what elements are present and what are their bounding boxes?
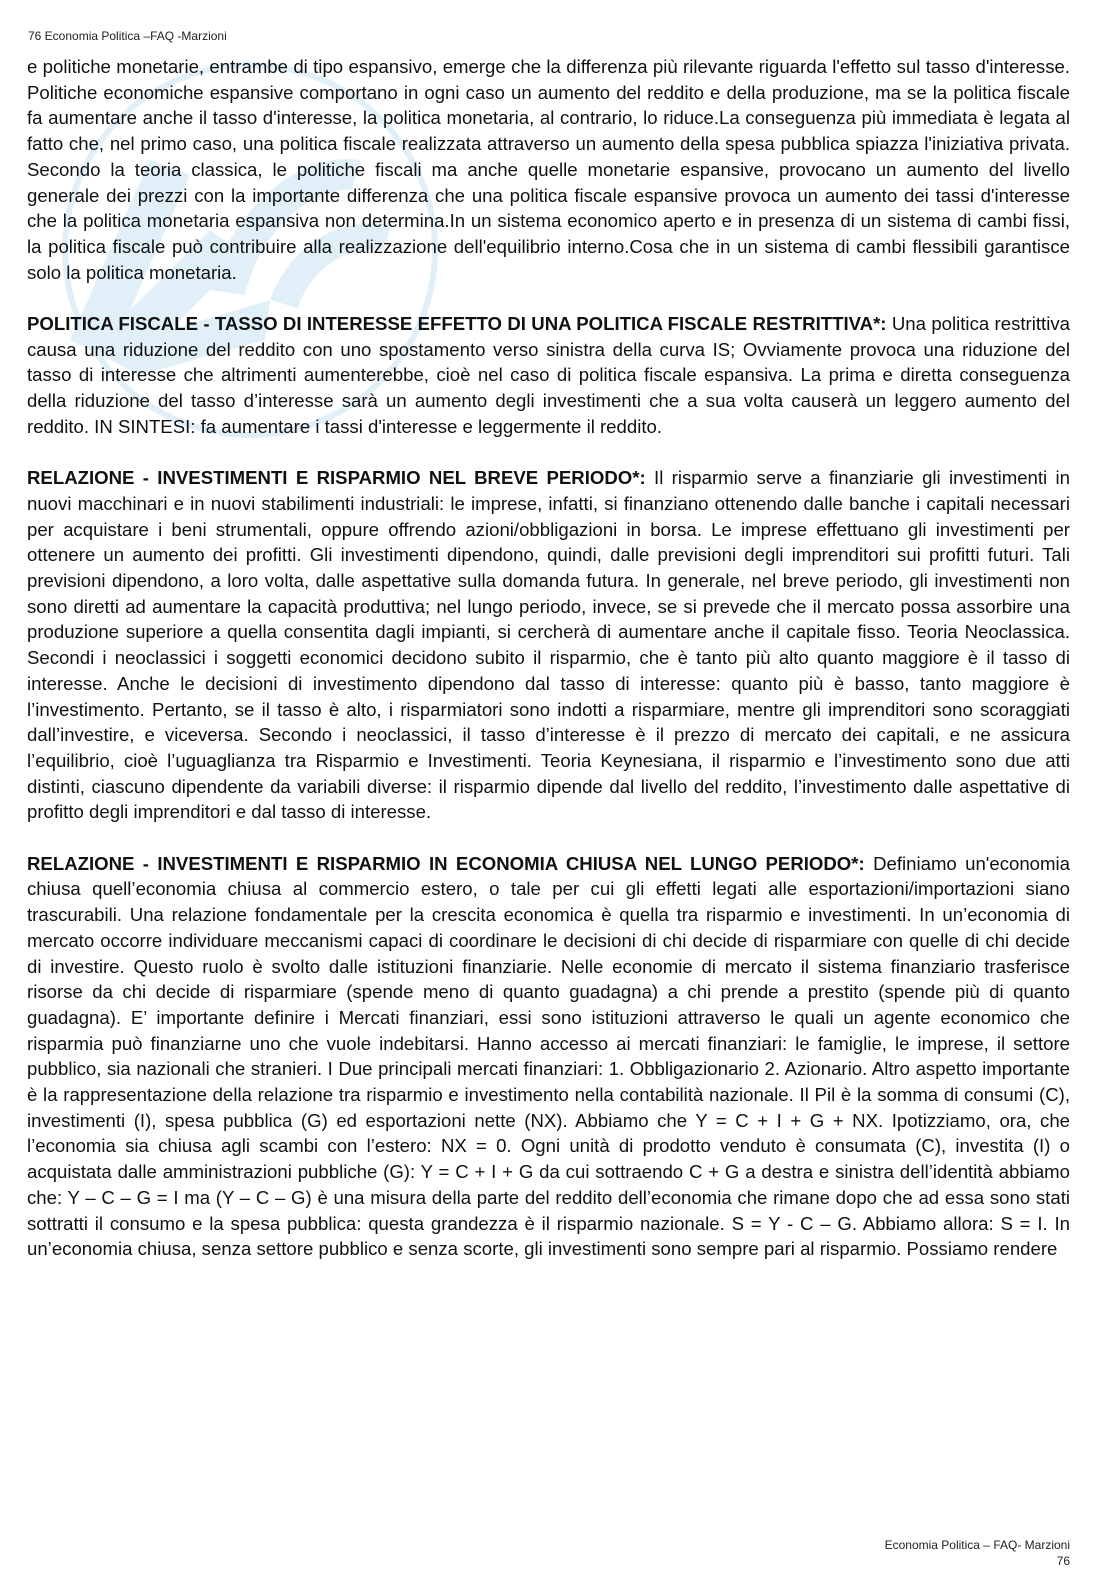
page-content bbox=[27, 54, 1070, 1262]
section-politica-fiscale bbox=[27, 311, 1070, 440]
section-body: Definiamo un'economia chiusa quell’economia chiusa al commercio estero, o tale per cui gli effetti legati alle esportazioni/importazioni siano trascurabili. Una relazione fondamentale per la crescita economica è quella tra risparmio e investimenti. In un’economia di mercato occorre individuare meccanismi capaci di coordinare le decisioni di chi decide di risparmiare con quelle di chi decide di investire. Questo ruolo è svolto dalle istituzioni finanziarie. Nelle economie di mercato il sistema finanziario trasferisce risorse da chi decide di risparmiare (spende meno di quanto guadagna) a chi prende a prestito (spende più di quanto guadagna). E’ importante definire i Mercati finanziari, essi sono istituzioni attraverso le quali un agente economico che risparmia può finanziarne uno che vuole indebitarsi. Hanno accesso ai mercati finanziari: le famiglie, le imprese, il settore pubblico, sia nazionali che stranieri. I Due principali mercati finanziari: 1. Obbligazionario 2. Azionario. Altro aspetto importante è la rappresentazione della relazione tra risparmio e investimento nella contabilità nazionale. Il Pil è la somma di consumi (C), investimenti (I), spesa pubblica (G) ed esportazioni nette (NX). Abbiamo che Y = C + I + G + NX. Ipotizziamo, ora, che l’economia sia chiusa agli scambi con l’estero: NX = 0. Ogni unità di prodotto venduto è consumata (C), investita (I) o acquistata dalle amministrazioni pubbliche (G): Y = C + I + G da cui sottraendo C + G a destra e sinistra dell’identità abbiamo che: Y – C – G = I ma (Y – C – G) è una misura della parte del reddito dell’economia che rimane dopo che ad essa sono stati sottratti il consumo e la spesa pubblica: questa grandezza è il risparmio nazionale. S = Y - C – G. Abbiamo allora: S = I. In un’economia chiusa, senza settore pubblico e senza scorte, gli investimenti sono sempre pari al risparmio. Possiamo rendere bbox=[27, 852, 1070, 1260]
section-body: Una politica restrittiva causa una riduzione del reddito con uno spostamento verso sinistra della curva IS; Ovviamente provoca una riduzione del tasso di interesse che altrimenti aumenterebbe, cioè nel caso di politica fiscale espansiva. La prima e diretta conseguenza della riduzione del tasso d’interesse sarà un aumento degli investimenti che a sua volta causerà un leggero aumento del reddito. IN SINTESI: fa aumentare i tassi d'interesse e leggermente il reddito. bbox=[27, 313, 1070, 437]
section-heading: RELAZIONE - INVESTIMENTI E RISPARMIO IN ECONOMIA CHIUSA NEL LUNGO PERIODO*: bbox=[27, 852, 865, 874]
footer-title: Economia Politica – FAQ- Marzioni bbox=[884, 1538, 1070, 1552]
section-body: Il risparmio serve a finanziarie gli investimenti in nuovi macchinari e in nuovi stabilimenti industriali: le imprese, infatti, si finanziano ottenendo dalle banche i capitali necessari per acquistare i beni strumentali, oppure offrendo azioni/obbligazioni in borsa. Le imprese effettuano gli investimenti per ottenere un aumento dei profitti. Gli investimenti dipendono, quindi, dalle previsioni degli imprenditori sui profitti futuri. Tali previsioni dipendono, a loro volta, dalle aspettative sulla domanda futura. In generale, nel breve periodo, gli investimenti non sono diretti ad aumentare la capacità produttiva; nel lungo periodo, invece, se si prevede che il mercato possa assorbire una produzione superiore a quella consentita dagli impianti, si cercherà di aumentare anche il capitale fisso. Teoria Neoclassica. Secondi i neoclassici i soggetti economici decidono subito il risparmio, che è tanto più alto quanto maggiore è il tasso di interesse. Anche le decisioni di investimento dipendono dal tasso di interesse: quanto più è basso, tanto maggiore è l’investimento. Pertanto, se il tasso è alto, i risparmiatori sono indotti a risparmiare, mentre gli imprenditori sono scoraggiati dall’investire, e viceversa. Secondo i neoclassici, il tasso d’interesse è il prezzo di mercato dei capitali, e ne assicura l’equilibrio, cioè l’uguaglianza tra Risparmio e Investimenti. Teoria Keynesiana, il risparmio e l’investimento sono due atti distinti, ciascuno dipendente da variabili diverse: il risparmio dipende dal livello del reddito, l’investimento dalle aspettative di profitto degli imprenditori e dal tasso di interesse. bbox=[27, 467, 1070, 823]
section-paragraph bbox=[27, 851, 1070, 1262]
section-heading: POLITICA FISCALE - TASSO DI INTERESSE EFFETTO DI UNA POLITICA FISCALE RESTRITTIVA*: bbox=[27, 313, 887, 335]
section-heading: RELAZIONE - INVESTIMENTI E RISPARMIO NEL BREVE PERIODO*: bbox=[27, 467, 646, 489]
section-paragraph bbox=[27, 311, 1070, 440]
running-header: 76 Economia Politica –FAQ -Marzioni bbox=[28, 29, 227, 43]
section-paragraph bbox=[27, 465, 1070, 825]
section-breve-periodo bbox=[27, 465, 1070, 825]
section-economia-chiusa bbox=[27, 851, 1070, 1262]
intro-paragraph: e politiche monetarie, entrambe di tipo espansivo, emerge che la differenza più rilevante riguarda l'effetto sul tasso d'interesse. Politiche economiche espansive comportano in ogni caso un aumento del reddito e della produzione, ma se la politica fiscale fa aumentare anche il tasso d'interesse, la politica monetaria, al contrario, lo riduce.La conseguenza più immediata è legata al fatto che, nel primo caso, una politica fiscale realizzata attraverso un aumento della spesa pubblica spiazza l'iniziativa privata. Secondo la teoria classica, le politiche fiscali ma anche quelle monetarie espansive, provocano un aumento del livello generale dei prezzi con la importante differenza che una politica fiscale espansive provoca un aumento dei tassi d'interesse che la politica monetaria espansiva non determina.In un sistema economico aperto e in presenza di un sistema di cambi fissi, la politica fiscale può contribuire alla realizzazione dell'equilibrio interno.Cosa che in un sistema di cambi flessibili garantisce solo la politica monetaria. bbox=[27, 56, 1070, 283]
footer-page-number: 76 bbox=[1056, 1554, 1070, 1568]
running-footer bbox=[885, 1537, 1070, 1569]
